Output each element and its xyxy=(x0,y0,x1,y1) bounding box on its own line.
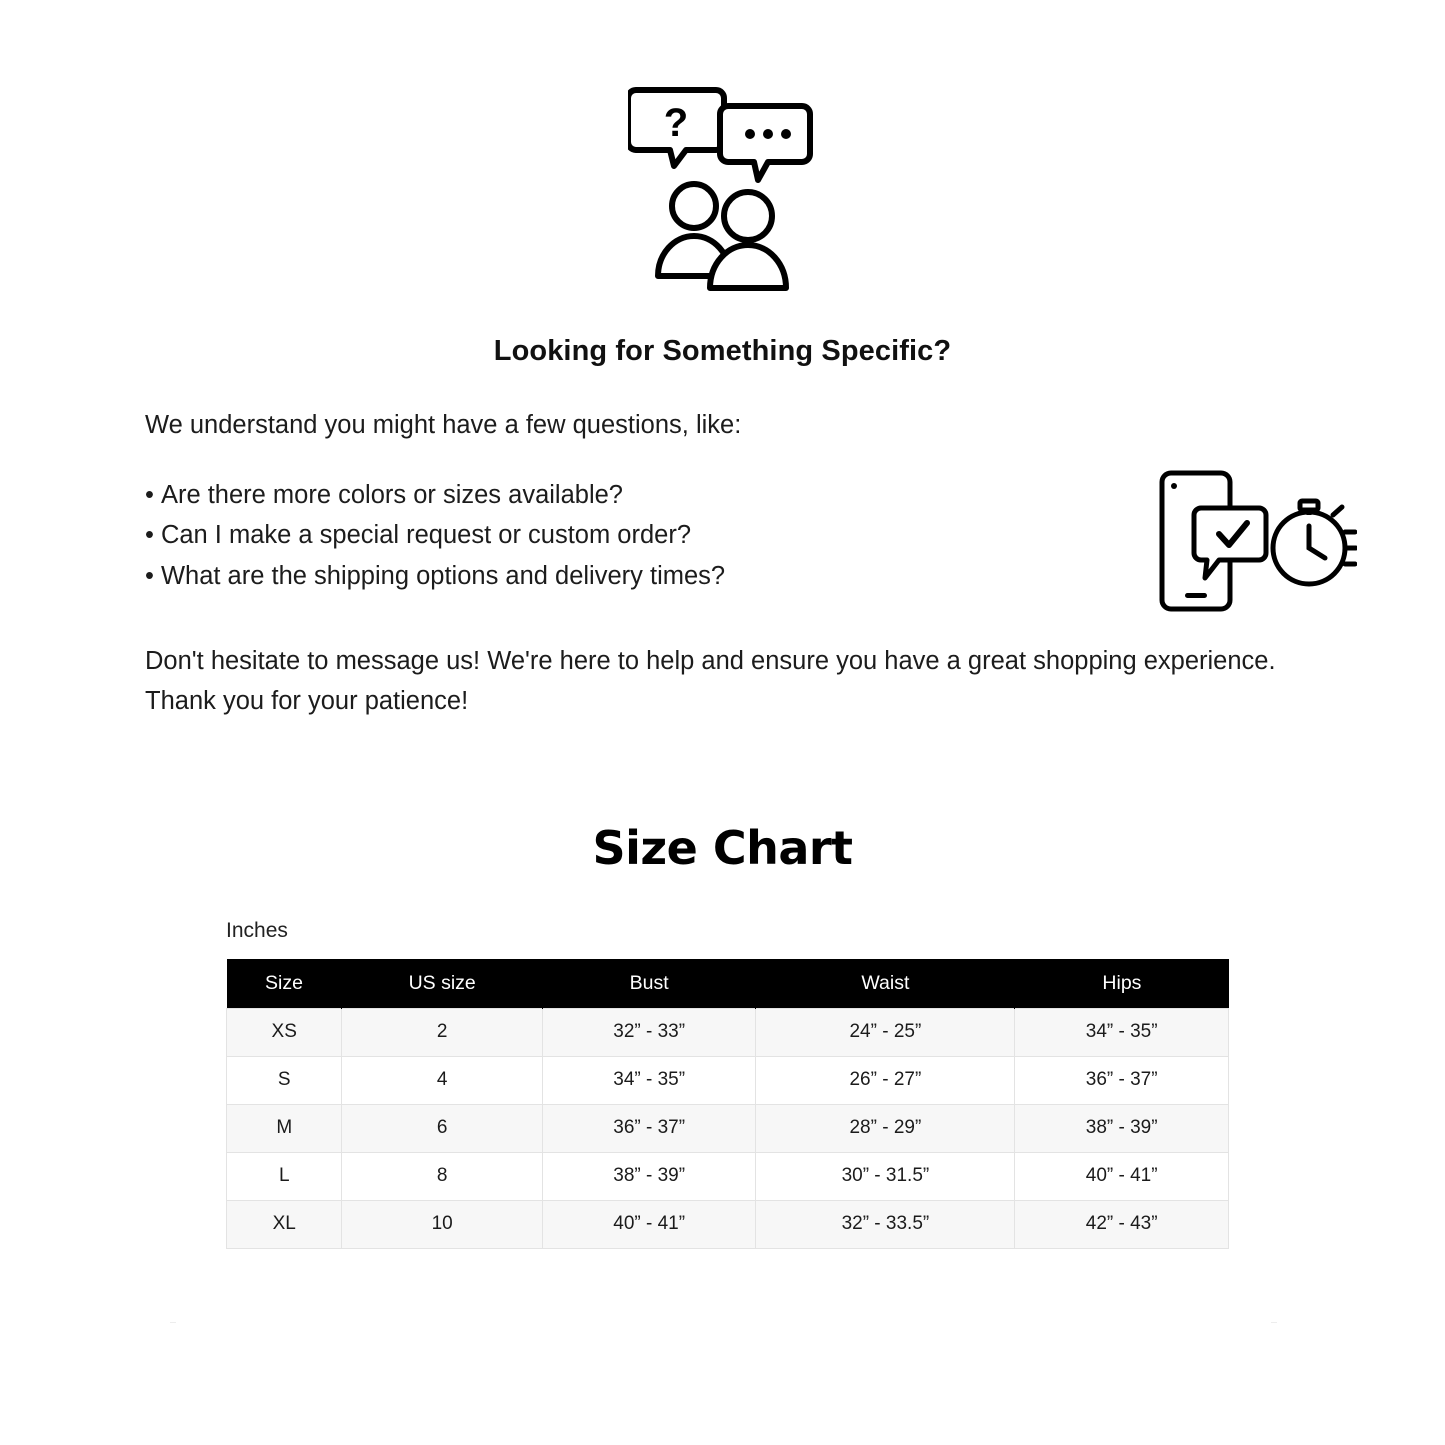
cell-size: S xyxy=(227,1056,342,1104)
cell-hips: 36” - 37” xyxy=(1015,1056,1229,1104)
cell-us-size: 8 xyxy=(342,1152,542,1200)
cell-bust: 32” - 33” xyxy=(542,1008,756,1056)
intro-text: We understand you might have a few questions, like: xyxy=(145,411,742,439)
page-edge-mark xyxy=(1271,1322,1277,1323)
column-header-bust: Bust xyxy=(542,959,756,1008)
page-title: Looking for Something Specific? xyxy=(493,335,952,367)
cell-us-size: 6 xyxy=(342,1104,542,1152)
cell-waist: 28” - 29” xyxy=(756,1104,1015,1152)
column-header-us-size: US size xyxy=(342,959,542,1008)
table-row xyxy=(227,1104,1229,1152)
table-row xyxy=(227,1056,1229,1104)
cell-waist: 26” - 27” xyxy=(756,1056,1015,1104)
cell-size: XL xyxy=(227,1200,342,1248)
list-item-label: Can I make a special request or custom order? xyxy=(160,521,692,550)
cell-us-size: 10 xyxy=(342,1200,542,1248)
cell-hips: 38” - 39” xyxy=(1015,1104,1229,1152)
cell-waist: 24” - 25” xyxy=(756,1008,1015,1056)
cell-bust: 38” - 39” xyxy=(542,1152,756,1200)
size-chart-title: Size Chart xyxy=(592,821,853,876)
two-people-chat-bubbles-icon xyxy=(628,78,818,293)
cell-waist: 30” - 31.5” xyxy=(756,1152,1015,1200)
table-row xyxy=(227,1200,1229,1248)
svg-text:?: ? xyxy=(663,101,688,145)
cell-waist: 32” - 33.5” xyxy=(756,1200,1015,1248)
cell-size: XS xyxy=(227,1008,342,1056)
column-header-hips: Hips xyxy=(1015,959,1229,1008)
list-item-label: What are the shipping options and delivery times? xyxy=(160,561,726,590)
page-edge-mark xyxy=(170,1322,176,1323)
column-header-waist: Waist xyxy=(756,959,1015,1008)
chat-illustration xyxy=(0,0,1445,293)
question-list xyxy=(145,476,1295,597)
body-copy xyxy=(0,406,1445,721)
list-item xyxy=(145,516,1295,556)
size-chart-section xyxy=(0,821,1445,1249)
cell-hips: 40” - 41” xyxy=(1015,1152,1229,1200)
outro-text: Don't hesitate to message us! We're here to help and ensure you have a great shopping experience. Thank you for your patience! xyxy=(145,647,1276,715)
table-header-row xyxy=(227,959,1229,1008)
phone-message-timer-icon xyxy=(1157,468,1357,616)
bullet-dot-icon: • xyxy=(145,480,154,509)
cell-us-size: 4 xyxy=(342,1056,542,1104)
cell-hips: 42” - 43” xyxy=(1015,1200,1229,1248)
cell-bust: 34” - 35” xyxy=(542,1056,756,1104)
bullet-dot-icon: • xyxy=(145,521,154,550)
cell-bust: 36” - 37” xyxy=(542,1104,756,1152)
cell-size: L xyxy=(227,1152,342,1200)
size-chart-table xyxy=(226,959,1229,1249)
list-item xyxy=(145,476,1295,516)
table-row xyxy=(227,1008,1229,1056)
list-item xyxy=(145,557,1295,597)
phone-message-timer-illustration xyxy=(1157,468,1357,629)
cell-size: M xyxy=(227,1104,342,1152)
column-header-size: Size xyxy=(227,959,342,1008)
table-row xyxy=(227,1152,1229,1200)
bullet-dot-icon: • xyxy=(145,561,154,590)
cell-us-size: 2 xyxy=(342,1008,542,1056)
unit-label: Inches xyxy=(226,919,288,943)
list-item-label: Are there more colors or sizes available? xyxy=(160,480,623,509)
cell-hips: 34” - 35” xyxy=(1015,1008,1229,1056)
cell-bust: 40” - 41” xyxy=(542,1200,756,1248)
